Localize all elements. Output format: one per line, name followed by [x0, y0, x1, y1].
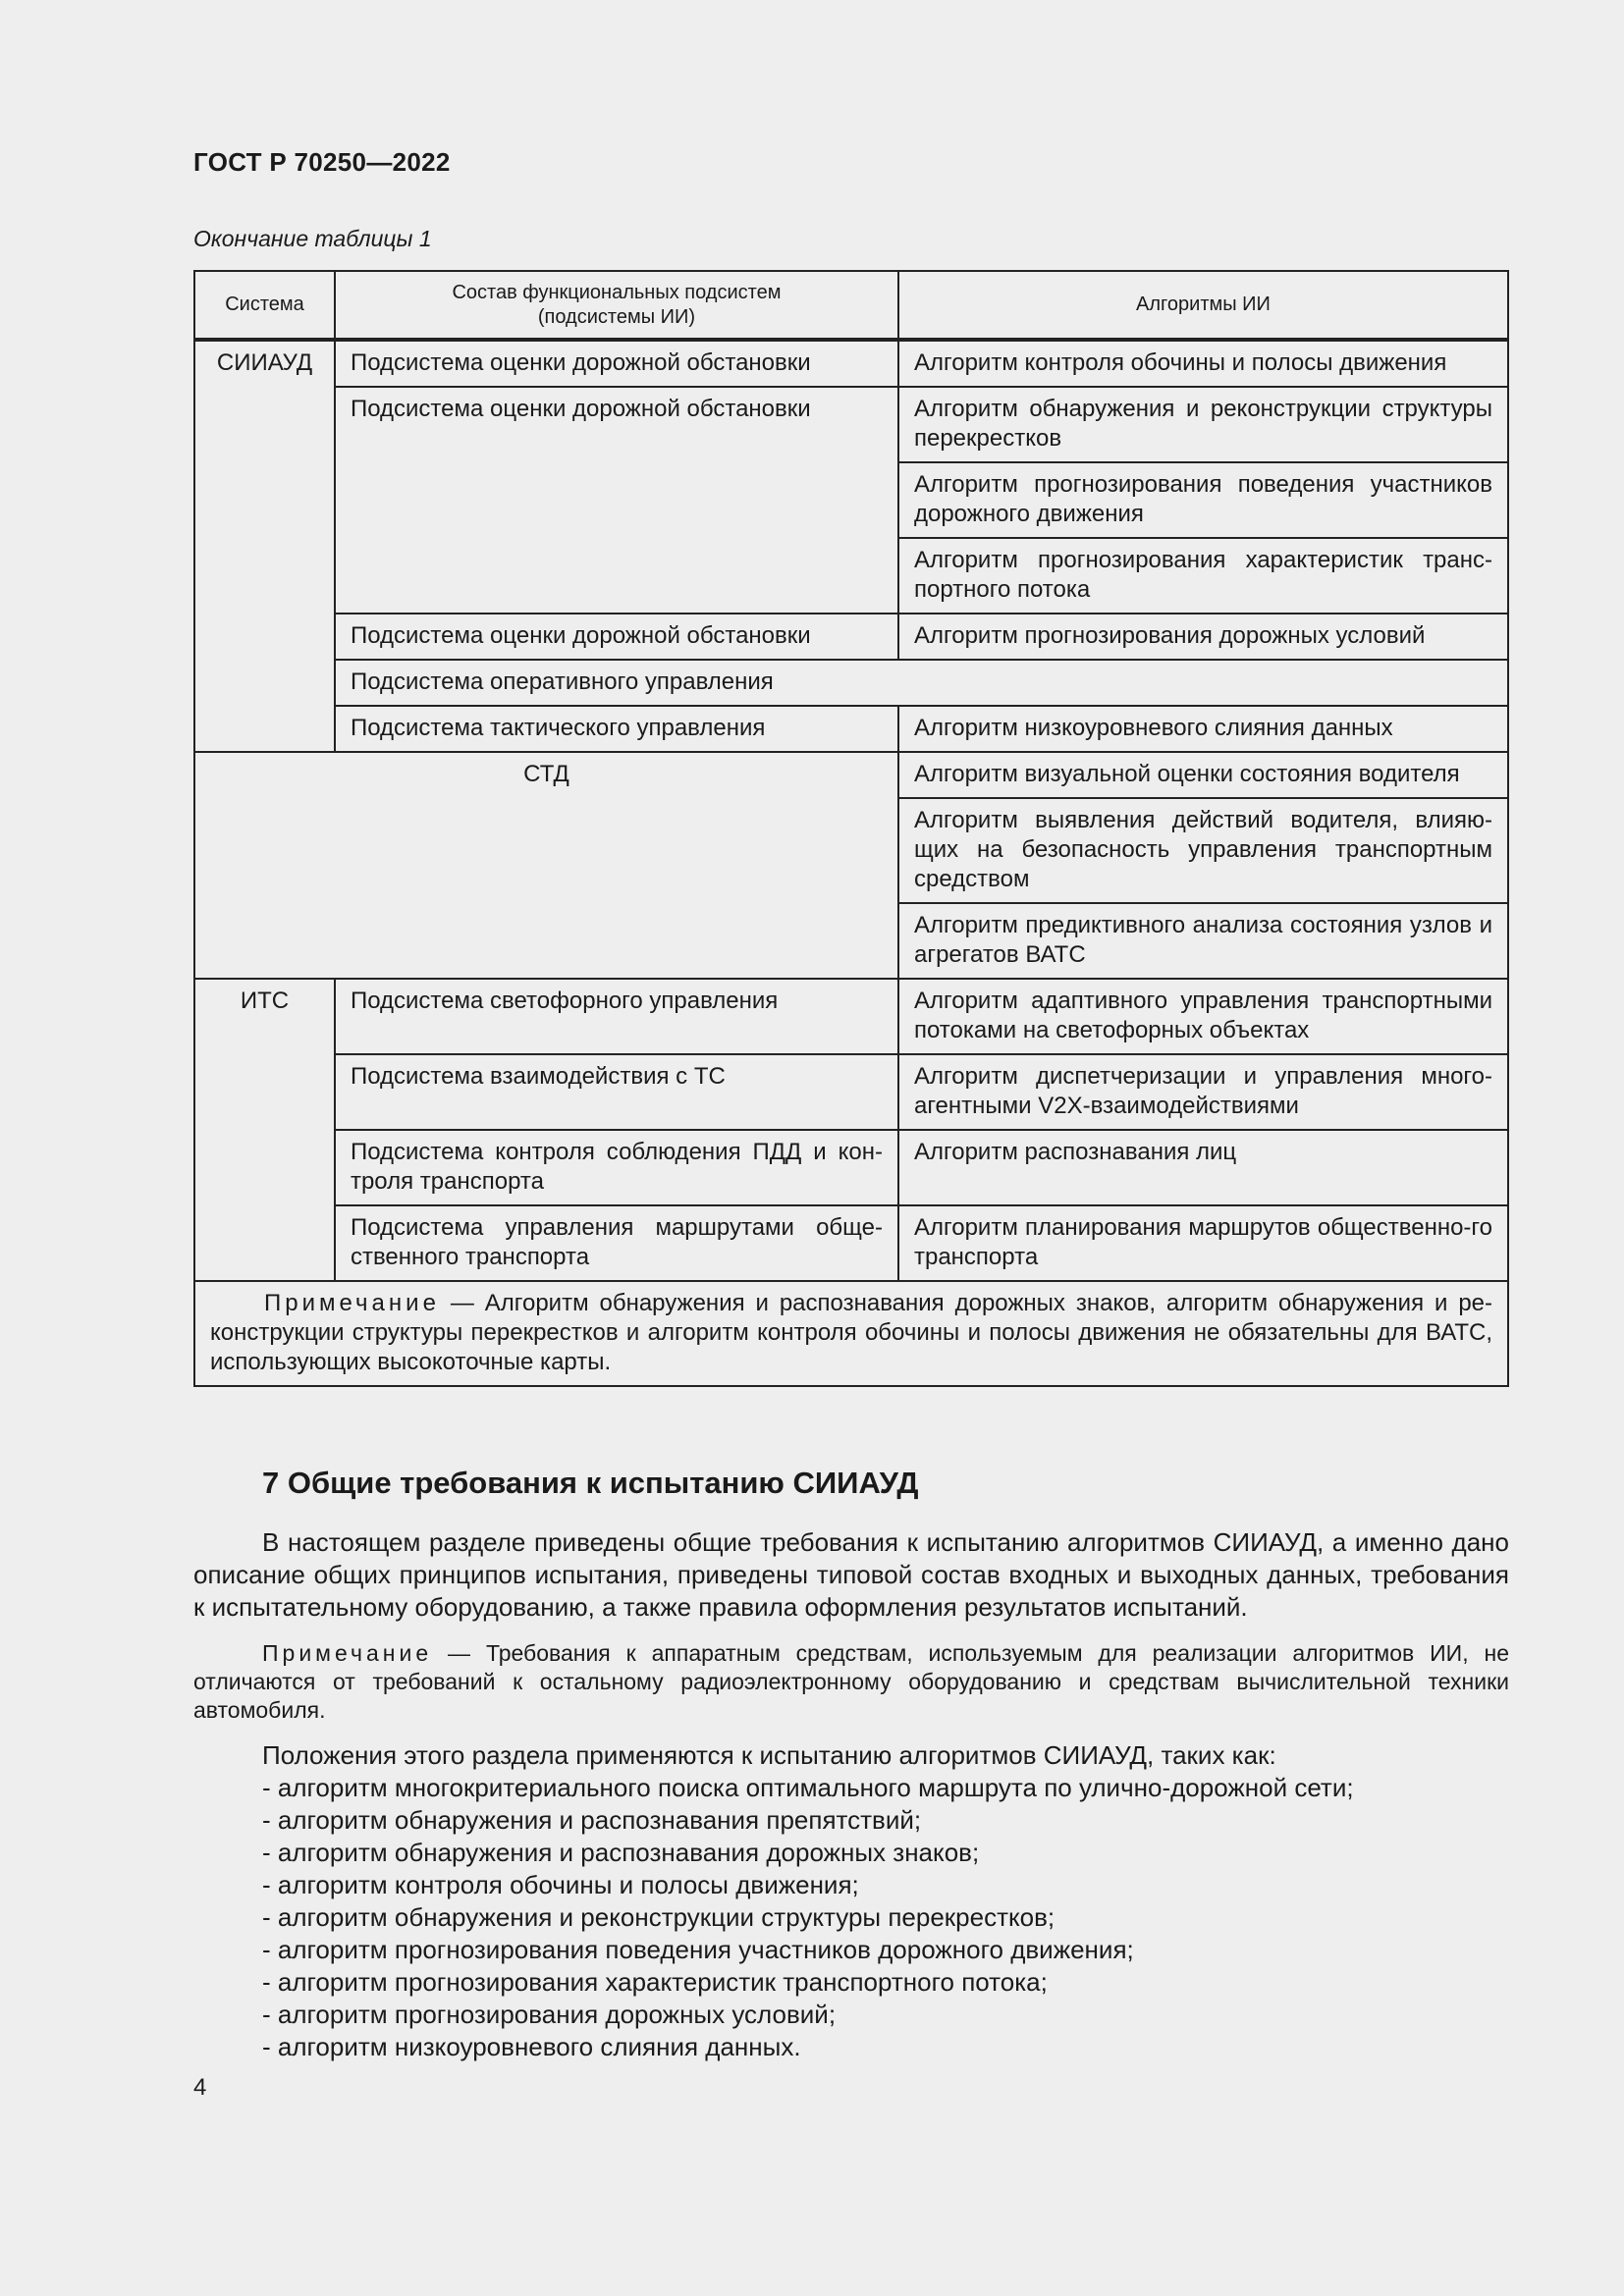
section-note-label: Примечание	[262, 1640, 433, 1666]
subsystem-cell: Подсистема оценки дорожной обстановки	[335, 387, 898, 614]
system-cell-siiaud: СИИАУД	[194, 340, 335, 752]
algorithm-cell: Алгоритм визуальной оценки состояния водителя	[898, 752, 1508, 798]
algorithm-cell: Алгоритм планирования маршрутов общественно-го транспорта	[898, 1205, 1508, 1281]
subsystem-cell: Подсистема оценки дорожной обстановки	[335, 340, 898, 387]
document-number: ГОСТ Р 70250—2022	[193, 147, 451, 177]
column-header-algorithms: Алгоритмы ИИ	[898, 271, 1508, 340]
list-item: - алгоритм низкоуровневого слияния данных.	[262, 2032, 801, 2061]
subsystem-cell: Подсистема управления маршрутами обще-ственного транспорта	[335, 1205, 898, 1281]
algorithm-cell: Алгоритм прогнозирования поведения участников дорожного движения	[898, 462, 1508, 538]
algorithm-cell: Алгоритм контроля обочины и полосы движения	[898, 340, 1508, 387]
section-note	[193, 1639, 1509, 1725]
column-header-subsystems: Состав функциональных подсистем (подсистемы ИИ)	[335, 271, 898, 340]
table-row	[194, 706, 1508, 752]
subsystem-cell: Подсистема оперативного управления	[335, 660, 1508, 706]
section-title: 7 Общие требования к испытанию СИИАУД	[262, 1466, 919, 1500]
list-item: - алгоритм обнаружения и распознавания дорожных знаков;	[262, 1838, 980, 1867]
table-row	[194, 752, 1508, 798]
list-item: - алгоритм контроля обочины и полосы движения;	[262, 1870, 859, 1899]
table-caption: Окончание таблицы 1	[193, 226, 432, 251]
subsystem-cell: Подсистема тактического управления	[335, 706, 898, 752]
algorithm-cell: Алгоритм выявления действий водителя, влияю-щих на безопасность управления транспортным средством	[898, 798, 1508, 903]
algorithm-cell: Алгоритм прогнозирования дорожных условий	[898, 614, 1508, 660]
algorithm-cell: Алгоритм предиктивного анализа состояния узлов и агрегатов ВАТС	[898, 903, 1508, 979]
table-note-label: Примечание	[264, 1290, 440, 1316]
list-item: - алгоритм обнаружения и реконструкции структуры перекрестков;	[262, 1902, 1056, 1932]
system-cell-its: ИТС	[194, 979, 335, 1281]
algorithm-cell: Алгоритм адаптивного управления транспортными потоками на светофорных объектах	[898, 979, 1508, 1054]
list-intro: Положения этого раздела применяются к испытанию алгоритмов СИИАУД, таких как:	[262, 1740, 1276, 1770]
list-item: - алгоритм обнаружения и распознавания препятствий;	[262, 1805, 922, 1835]
algorithm-cell: Алгоритм обнаружения и реконструкции структуры перекрестков	[898, 387, 1508, 462]
algorithms-table	[193, 270, 1509, 1387]
section-paragraph: В настоящем разделе приведены общие требования к испытанию алгоритмов СИИАУД, а именно дано описание общих принципов испытания, приведены типовой состав входных и выходных данных, требования к испытательному оборудованию, а также правила оформления результатов испытаний.	[193, 1527, 1509, 1622]
algorithm-list	[262, 1772, 1354, 2063]
list-item: - алгоритм прогнозирования поведения участников дорожного движения;	[262, 1935, 1134, 1964]
table-row	[194, 614, 1508, 660]
section-note-text: — Требования к аппаратным средствам, используемым для реализации алгоритмов ИИ, не отличаются от требований к остальному радиоэлектронному оборудованию и средствам вычислительной техники автомобиля.	[193, 1640, 1509, 1723]
subsystem-cell: Подсистема контроля соблюдения ПДД и кон-троля транспорта	[335, 1130, 898, 1205]
list-item: - алгоритм прогнозирования дорожных условий;	[262, 2000, 837, 2029]
table-header-row	[194, 271, 1508, 340]
subsystem-cell: Подсистема светофорного управления	[335, 979, 898, 1054]
table-note	[194, 1281, 1508, 1386]
table-row	[194, 387, 1508, 462]
column-header-system: Система	[194, 271, 335, 340]
system-cell-std: СТД	[194, 752, 898, 979]
table-row	[194, 1054, 1508, 1130]
table-row	[194, 1205, 1508, 1281]
algorithm-cell: Алгоритм прогнозирования характеристик транс-портного потока	[898, 538, 1508, 614]
table-row	[194, 340, 1508, 387]
algorithm-cell: Алгоритм диспетчеризации и управления много-агентными V2X-взаимодействиями	[898, 1054, 1508, 1130]
subsystem-cell: Подсистема взаимодействия с ТС	[335, 1054, 898, 1130]
algorithm-cell: Алгоритм распознавания лиц	[898, 1130, 1508, 1205]
table-row	[194, 1130, 1508, 1205]
list-item: - алгоритм прогнозирования характеристик транспортного потока;	[262, 1967, 1048, 1997]
table-row	[194, 979, 1508, 1054]
subsystem-cell: Подсистема оценки дорожной обстановки	[335, 614, 898, 660]
page-number: 4	[193, 2074, 207, 2101]
table-note-text: — Алгоритм обнаружения и распознавания дорожных знаков, алгоритм обнаружения и ре-конструкции структуры перекрестков и алгоритм контроля обочины и полосы движения не обязательны для ВАТС, использующих высокоточные карты.	[210, 1290, 1492, 1375]
table-note-row	[194, 1281, 1508, 1386]
algorithm-cell: Алгоритм низкоуровневого слияния данных	[898, 706, 1508, 752]
table-row	[194, 660, 1508, 706]
list-item: - алгоритм многокритериального поиска оптимального маршрута по улично-дорожной сети;	[262, 1773, 1354, 1802]
